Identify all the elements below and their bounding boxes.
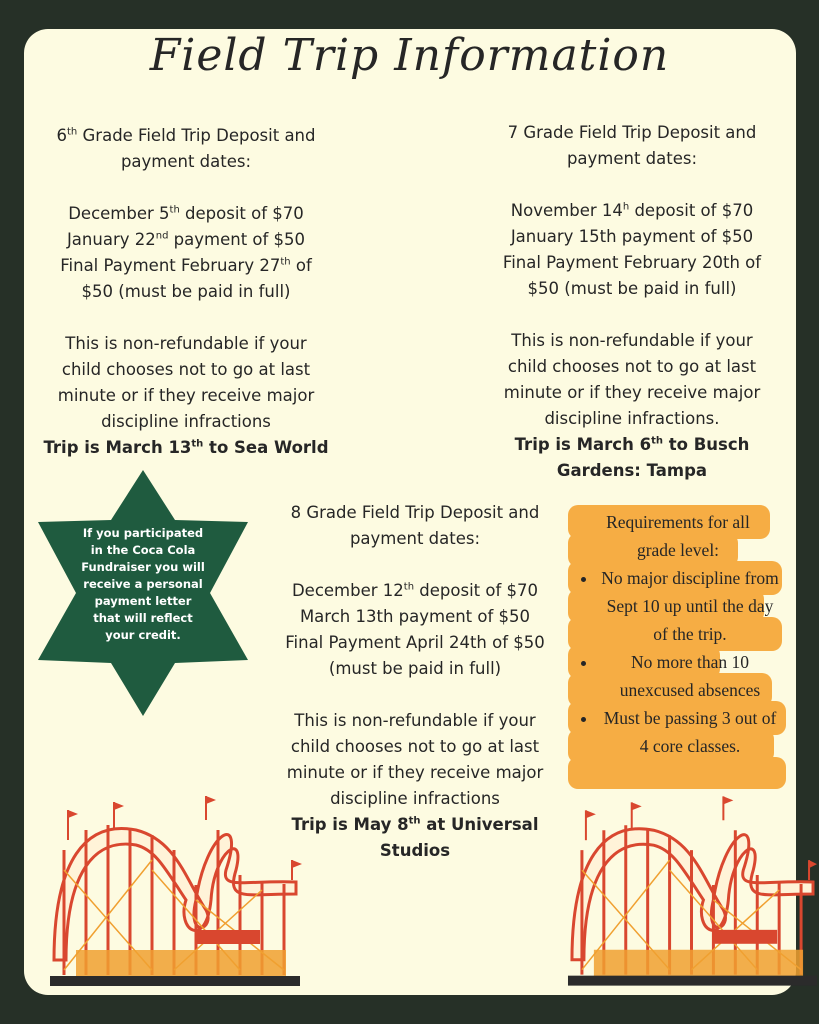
- star-note: If you participated in the Coca Cola Fundraiser you will receive a personal payment letter that will reflect your credit.: [81, 526, 205, 642]
- coaster-flag-icon: [292, 860, 302, 880]
- grade8-trip-2: Studios: [379, 841, 451, 860]
- grade8-payment: March 13th payment of $50: [299, 607, 531, 626]
- coaster-flag-icon: [809, 860, 817, 880]
- coaster-car: [196, 930, 260, 944]
- grade6-heading: 6th Grade Field Trip Deposit and: [56, 126, 316, 145]
- grade7-final-payment-2: $50 (must be paid in full): [527, 279, 737, 298]
- coaster-flag-icon: [68, 810, 78, 840]
- roller-coaster-illustration-left: [46, 790, 302, 988]
- grade7-heading-2: payment dates:: [566, 149, 698, 168]
- grade8-deposit: December 12th deposit of $70: [291, 581, 539, 600]
- grade7-heading: 7 Grade Field Trip Deposit and: [507, 123, 757, 142]
- grade7-trip-2: Gardens: Tampa: [556, 461, 708, 480]
- grade7-final-payment: Final Payment February 20th of: [502, 253, 762, 272]
- grade6-final-payment-2: $50 (must be paid in full): [81, 282, 291, 301]
- grade6-note: child chooses not to go at last: [61, 360, 311, 379]
- requirements-list: [574, 508, 782, 760]
- grade8-trip: Trip is May 8th at Universal: [291, 815, 539, 834]
- grade7-note: discipline infractions.: [544, 409, 720, 428]
- requirements-title-2: grade level:: [636, 540, 720, 560]
- grade8-note: This is non-refundable if your: [294, 711, 536, 730]
- page-title: Field Trip Information: [149, 30, 670, 81]
- grade7-deposit: November 14$^h$ deposit of $70: [510, 201, 754, 220]
- requirements-title: Requirements for all: [606, 512, 750, 532]
- coaster-flag-icon: [206, 796, 216, 820]
- grade7-section: [484, 120, 780, 484]
- grade8-heading-2: payment dates:: [349, 529, 481, 548]
- grade6-deposit: December 5th deposit of $70: [68, 204, 304, 223]
- requirement-item: • No more than 10 unexcused absences: [598, 648, 782, 704]
- grade8-heading: 8 Grade Field Trip Deposit and: [290, 503, 540, 522]
- requirement-item: • Must be passing 3 out of 4 core classes.: [598, 704, 782, 760]
- grade7-note: child chooses not to go at last: [507, 357, 757, 376]
- grade6-heading-2: payment dates:: [120, 152, 252, 171]
- coaster-flag-icon: [723, 796, 733, 820]
- requirement-item: • No major discipline from Sept 10 up until the day of the trip.: [598, 564, 782, 648]
- grade6-note: This is non-refundable if your: [65, 334, 307, 353]
- grade7-note: minute or if they receive major: [503, 383, 761, 402]
- grade6-note: discipline infractions: [101, 412, 271, 431]
- grade7-payment: January 15th payment of $50: [510, 227, 754, 246]
- grade7-note: This is non-refundable if your: [511, 331, 753, 350]
- grade6-section: [34, 123, 338, 461]
- coaster-car: [713, 930, 777, 944]
- grade6-trip: Trip is March 13th to Sea World: [43, 438, 329, 457]
- grade8-final-payment-2: (must be paid in full): [328, 659, 502, 678]
- grade8-note: minute or if they receive major: [286, 763, 544, 782]
- coaster-station: [76, 950, 286, 978]
- grade8-final-payment: Final Payment April 24th of $50: [285, 633, 545, 652]
- grade8-note: discipline infractions: [330, 789, 500, 808]
- grade8-section: [262, 500, 568, 864]
- coaster-base: [50, 976, 300, 986]
- coaster-station: [594, 950, 803, 978]
- grade7-trip: Trip is March 6th to Busch: [514, 435, 750, 454]
- grade8-note: child chooses not to go at last: [290, 737, 540, 756]
- grade6-payment: January 22nd payment of $50: [66, 230, 306, 249]
- roller-coaster-illustration-right: [564, 790, 819, 988]
- coaster-flag-icon: [586, 810, 596, 840]
- coaster-base: [568, 976, 817, 986]
- grade6-note: minute or if they receive major: [57, 386, 315, 405]
- grade6-final-payment: Final Payment February 27th of: [60, 256, 312, 275]
